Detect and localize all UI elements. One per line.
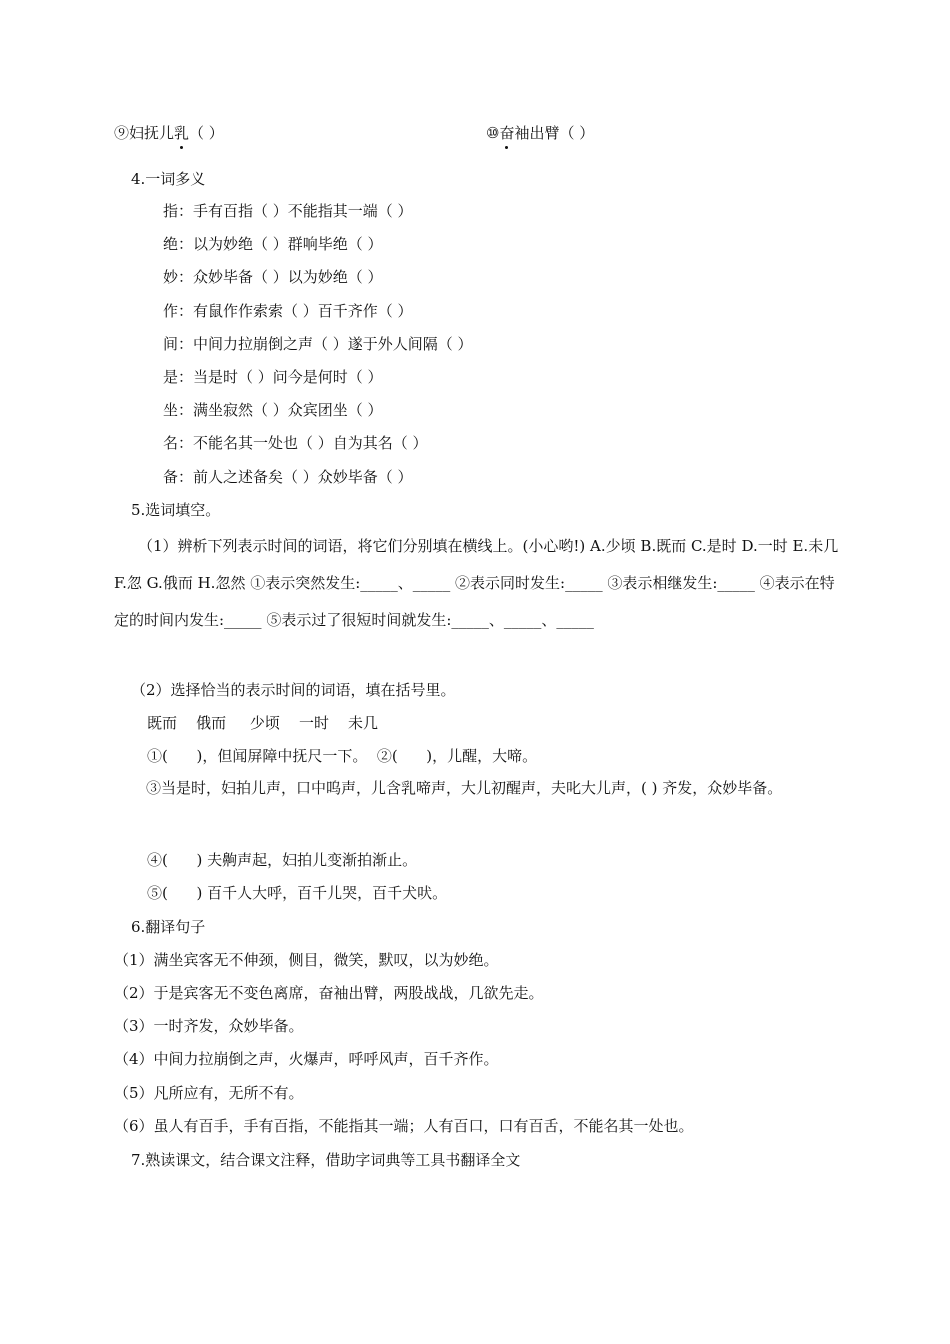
translate-row: （2）于是宾客无不变色离席，奋袖出臂，两股战战，几欲先走。 xyxy=(114,984,544,1002)
polysemy-row: 绝：以为妙绝（ ）群响毕绝（ ） xyxy=(163,235,383,253)
polysemy-row: 间：中间力拉崩倒之声（ ）遂于外人间隔（ ） xyxy=(163,335,473,353)
section-7-title: 7.熟读课文，结合课文注释，借助字词典等工具书翻译全文 xyxy=(131,1151,521,1169)
fill-sentence: ④( ) 夫齁声起，妇拍儿变渐拍渐止。 xyxy=(147,851,418,869)
q3-item-10: ⑩奋袖出臂（ ） xyxy=(486,124,595,142)
translate-row: （3）一时齐发，众妙毕备。 xyxy=(114,1017,304,1035)
translate-row: （6）虽人有百手，手有百指，不能指其一端；人有百口，口有百舌，不能名其一处也。 xyxy=(114,1117,694,1135)
polysemy-row: 是：当是时（ ）问今是何时（ ） xyxy=(163,368,383,386)
polysemy-row: 作：有鼠作作索索（ ）百千齐作（ ） xyxy=(163,302,413,320)
q3-item-9: ⑨妇抚儿乳（ ） xyxy=(114,124,224,142)
section-6-title: 6.翻译句子 xyxy=(131,918,206,936)
translate-row: （1）满坐宾客无不伸颈，侧目，微笑，默叹，以为妙绝。 xyxy=(114,951,499,969)
fill-sentence: ③当是时，妇拍儿声，口中呜声，儿含乳啼声，大儿初醒声，夫叱大儿声，( ) 齐发，众妙毕备。 xyxy=(146,779,783,797)
emphasis-char: 奋 xyxy=(499,124,515,142)
section-5-part-1: （1）辨析下列表示时间的词语，将它们分别填在横线上。(小心哟!) A.少顷 B.既而 C.是时 D.一时 E.未几 F.忽 G.俄而 H.忽然 ①表示突然发生:_____、_____ ②表示同时发生:_____ ③表示相继发生:_____ ④表示在特定的时间内发生:_____ ⑤表示过了很短时间就发生:_____、_____、_____ xyxy=(114,537,839,629)
polysemy-row: 妙：众妙毕备（ ）以为妙绝（ ） xyxy=(163,268,383,286)
word-bank: 既而 俄而 少顷 一时 未几 xyxy=(147,714,379,732)
emphasis-char: 乳 xyxy=(174,124,190,142)
translate-row: （4）中间力拉崩倒之声，火爆声，呼呼风声，百千齐作。 xyxy=(114,1050,499,1068)
section-5-title: 5.选词填空。 xyxy=(131,501,221,519)
polysemy-row: 指：手有百指（ ）不能指其一端（ ） xyxy=(163,202,413,220)
polysemy-row: 坐：满坐寂然（ ）众宾团坐（ ） xyxy=(163,401,383,419)
translate-row: （5）凡所应有，无所不有。 xyxy=(114,1084,304,1102)
polysemy-row: 备：前人之述备矣（ ）众妙毕备（ ） xyxy=(163,468,413,486)
fill-sentence: ①( )，但闻屏障中抚尺一下。 ②( )，儿醒，大啼。 xyxy=(147,747,538,765)
section-4-title: 4.一词多义 xyxy=(131,170,206,188)
polysemy-row: 名：不能名其一处也（ ）自为其名（ ） xyxy=(163,434,428,452)
fill-sentence: ⑤( ) 百千人大呼，百千儿哭，百千犬吠。 xyxy=(147,884,448,902)
section-5-part-2-title: （2）选择恰当的表示时间的词语，填在括号里。 xyxy=(131,681,456,699)
